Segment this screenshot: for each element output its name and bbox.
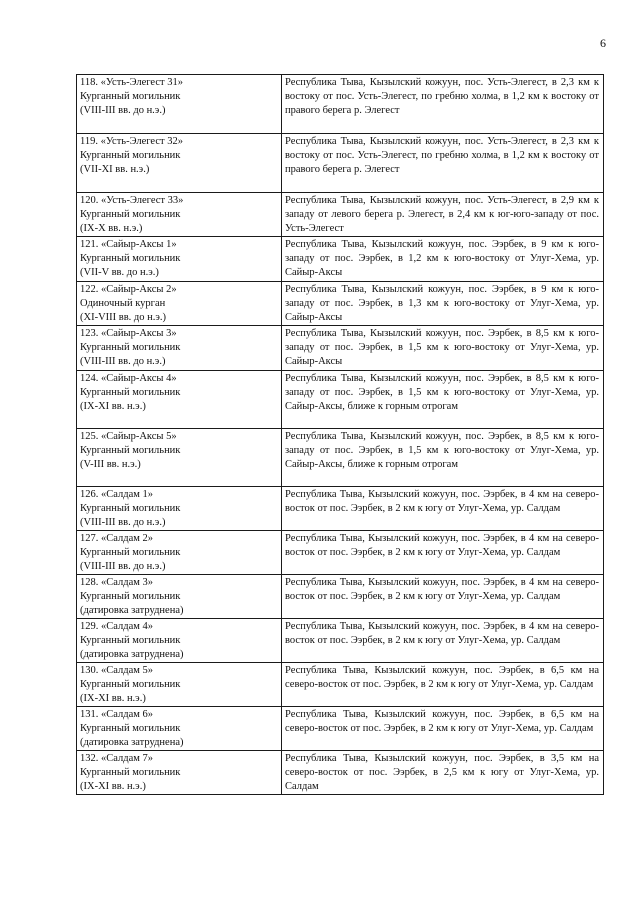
table-row	[77, 619, 604, 663]
table-row	[77, 707, 604, 751]
site-location-cell: Республика Тыва, Кызылский кожуун, пос. Ээрбек, в 4 км на северо-восток от пос. Ээрбек, в 2 км к югу от Улуг-Хема, ур. Салдам	[282, 531, 604, 575]
site-location-cell: Республика Тыва, Кызылский кожуун, пос. Ээрбек, в 9 км к юго-западу от пос. Ээрбек, в 1,3 км к юго-востоку от Улуг-Хема, ур. Сайыр-Аксы	[282, 282, 604, 326]
table-row	[77, 531, 604, 575]
table-row	[77, 487, 604, 531]
site-name-cell	[77, 663, 282, 707]
site-date: (VIII-III вв. до н.э.)	[80, 356, 166, 367]
site-title: 128. «Салдам 3»	[80, 577, 154, 588]
site-location-cell: Республика Тыва, Кызылский кожуун, пос. Ээрбек, в 4 км на северо-восток от пос. Ээрбек, в 2 км к югу от Улуг-Хема, ур. Салдам	[282, 487, 604, 531]
site-name-cell	[77, 75, 282, 134]
site-date: (VIII-III вв. до н.э.)	[80, 561, 166, 572]
site-name-cell	[77, 134, 282, 193]
site-type: Курганный могильник	[80, 253, 181, 264]
site-title: 120. «Усть-Элегест 33»	[80, 195, 184, 206]
site-date: (IX-XI вв. н.э.)	[80, 693, 146, 704]
site-name-cell	[77, 237, 282, 282]
site-name-cell	[77, 326, 282, 371]
site-name-cell	[77, 707, 282, 751]
table-row	[77, 429, 604, 487]
site-type: Курганный могильник	[80, 635, 181, 646]
site-date: (датировка затруднена)	[80, 605, 184, 616]
site-name-cell	[77, 619, 282, 663]
table-row	[77, 663, 604, 707]
site-location-cell: Республика Тыва, Кызылский кожуун, пос. Усть-Элегест, в 2,9 км к западу от левого берега р. Элегест, в 2,4 км к юг-юго-западу от пос. Усть-Элегест	[282, 193, 604, 237]
site-name-cell	[77, 193, 282, 237]
site-location-cell: Республика Тыва, Кызылский кожуун, пос. Ээрбек, в 8,5 км к юго-западу от пос. Ээрбек, в 1,5 км к юго-востоку от Улуг-Хема, ур. Сайыр-Аксы	[282, 326, 604, 371]
site-title: 129. «Салдам 4»	[80, 621, 154, 632]
site-location-cell: Республика Тыва, Кызылский кожуун, пос. Ээрбек, в 6,5 км на северо-восток от пос. Ээрбек, в 2 км к югу от Улуг-Хема, ур. Салдам	[282, 663, 604, 707]
site-location-cell: Республика Тыва, Кызылский кожуун, пос. Ээрбек, в 4 км на северо-восток от пос. Ээрбек, в 2 км к югу от Улуг-Хема, ур. Салдам	[282, 619, 604, 663]
site-name-cell	[77, 371, 282, 429]
site-title: 118. «Усть-Элегест 31»	[80, 77, 183, 88]
heritage-sites-table	[76, 74, 604, 795]
table-row	[77, 237, 604, 282]
site-date: (V-III вв. н.э.)	[80, 459, 141, 470]
site-date: (IX-XI вв. н.э.)	[80, 781, 146, 792]
site-date: (VII-V вв. до н.э.)	[80, 267, 159, 278]
table-body	[77, 75, 604, 795]
site-date: (IX-XI вв. н.э.)	[80, 401, 146, 412]
table-row	[77, 282, 604, 326]
site-date: (VII-XI вв. н.э.)	[80, 164, 150, 175]
site-type: Курганный могильник	[80, 342, 181, 353]
site-title: 119. «Усть-Элегест 32»	[80, 136, 183, 147]
table-row	[77, 75, 604, 134]
site-date: (IX-X вв. н.э.)	[80, 223, 143, 234]
site-type: Курганный могильник	[80, 503, 181, 514]
site-title: 123. «Сайыр-Аксы 3»	[80, 328, 177, 339]
site-type: Курганный могильник	[80, 591, 181, 602]
site-title: 122. «Сайыр-Аксы 2»	[80, 284, 177, 295]
site-name-cell	[77, 531, 282, 575]
site-type: Курганный могильник	[80, 91, 181, 102]
site-title: 124. «Сайыр-Аксы 4»	[80, 373, 177, 384]
table-row	[77, 371, 604, 429]
site-title: 125. «Сайыр-Аксы 5»	[80, 431, 177, 442]
site-type: Курганный могильник	[80, 387, 181, 398]
site-title: 127. «Салдам 2»	[80, 533, 154, 544]
page-number: 6	[600, 36, 606, 50]
site-title: 121. «Сайыр-Аксы 1»	[80, 239, 177, 250]
site-date: (датировка затруднена)	[80, 737, 184, 748]
table-row	[77, 134, 604, 193]
site-name-cell	[77, 487, 282, 531]
site-location-cell: Республика Тыва, Кызылский кожуун, пос. Ээрбек, в 8,5 км к юго-западу от пос. Ээрбек, в 1,5 км к юго-востоку от Улуг-Хема, ур. Сайыр-Аксы, ближе к горным отрогам	[282, 371, 604, 429]
site-type: Курганный могильник	[80, 445, 181, 456]
site-name-cell	[77, 429, 282, 487]
table-row	[77, 575, 604, 619]
site-type: Курганный могильник	[80, 547, 181, 558]
site-date: (датировка затруднена)	[80, 649, 184, 660]
site-title: 132. «Салдам 7»	[80, 753, 154, 764]
site-title: 130. «Салдам 5»	[80, 665, 154, 676]
site-name-cell	[77, 575, 282, 619]
site-type: Одиночный курган	[80, 298, 166, 309]
site-location-cell: Республика Тыва, Кызылский кожуун, пос. Ээрбек, в 9 км к юго-западу от пос. Ээрбек, в 1,2 км к юго-востоку от Улуг-Хема, ур. Сайыр-Аксы	[282, 237, 604, 282]
site-type: Курганный могильник	[80, 723, 181, 734]
site-date: (XI-VIII вв. до н.э.)	[80, 312, 167, 323]
site-name-cell	[77, 282, 282, 326]
site-location-cell: Республика Тыва, Кызылский кожуун, пос. Ээрбек, в 6,5 км на северо-восток от пос. Ээрбек, в 2 км к югу от Улуг-Хема, ур. Салдам	[282, 707, 604, 751]
table-row	[77, 751, 604, 795]
site-type: Курганный могильник	[80, 767, 181, 778]
table-row	[77, 326, 604, 371]
table-row	[77, 193, 604, 237]
site-title: 131. «Салдам 6»	[80, 709, 154, 720]
site-title: 126. «Салдам 1»	[80, 489, 154, 500]
site-type: Курганный могильник	[80, 209, 181, 220]
site-type: Курганный могильник	[80, 150, 181, 161]
site-location-cell: Республика Тыва, Кызылский кожуун, пос. Ээрбек, в 3,5 км на северо-восток от пос. Ээрбек, в 2,5 км к югу от Улуг-Хема, ур. Салдам	[282, 751, 604, 795]
site-type: Курганный могильник	[80, 679, 181, 690]
site-location-cell: Республика Тыва, Кызылский кожуун, пос. Ээрбек, в 8,5 км к юго-западу от пос. Ээрбек, в 1,5 км к юго-востоку от Улуг-Хема, ур. Сайыр-Аксы, ближе к горным отрогам	[282, 429, 604, 487]
site-name-cell	[77, 751, 282, 795]
site-date: (VIII-III вв. до н.э.)	[80, 105, 166, 116]
site-location-cell: Республика Тыва, Кызылский кожуун, пос. Усть-Элегест, в 2,3 км к востоку от пос. Усть-Элегест, по гребню холма, в 1,2 км к востоку от правого берега р. Элегест	[282, 75, 604, 134]
site-location-cell: Республика Тыва, Кызылский кожуун, пос. Усть-Элегест, в 2,3 км к востоку от пос. Усть-Элегест, по гребню холма, в 1,2 км к востоку от правого берега р. Элегест	[282, 134, 604, 193]
site-location-cell: Республика Тыва, Кызылский кожуун, пос. Ээрбек, в 4 км на северо-восток от пос. Ээрбек, в 2 км к югу от Улуг-Хема, ур. Салдам	[282, 575, 604, 619]
site-date: (VIII-III вв. до н.э.)	[80, 517, 166, 528]
